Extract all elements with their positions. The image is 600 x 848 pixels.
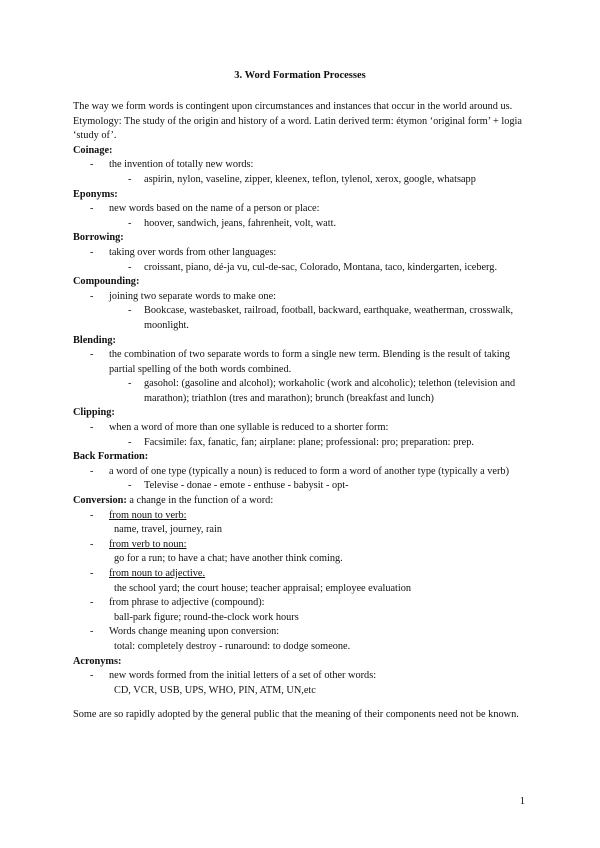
compounding-heading: Compounding:	[73, 276, 140, 288]
conversion-meaning-change-example: total: completely destroy - runaround: to dodge someone.	[114, 640, 351, 652]
acronyms-heading: Acronyms:	[73, 655, 122, 667]
etymology-paragraph: Etymology: The study of the origin and history of a word. Latin derived term: étymon ‘original form’ + logia ‘study of’.	[73, 115, 522, 142]
eponyms-definition: - new words based on the name of a person or place:	[73, 202, 529, 217]
acronyms-examples: CD, VCR, USB, UPS, WHO, PIN, ATM, UN,etc	[114, 684, 316, 696]
page-number: 1	[519, 796, 525, 807]
conversion-item-label	[73, 538, 529, 553]
conversion-meaning-change-label: - Words change meaning upon conversion:	[73, 625, 529, 640]
conversion-verb-to-noun-example: go for a run; to have a chat; have another think coming.	[114, 553, 343, 565]
conversion-heading-rest: a change in the function of a word:	[126, 495, 274, 507]
eponyms-heading: Eponyms:	[73, 188, 118, 200]
conversion-noun-to-adjective-example: the school yard; the court house; teacher appraisal; employee evaluation	[114, 582, 412, 594]
backformation-heading: Back Formation:	[73, 451, 149, 463]
borrowing-definition: - taking over words from other languages:	[73, 246, 529, 261]
conversion-phrase-to-adjective-example: ball-park figure; round-the-clock work hours	[114, 611, 299, 623]
blending-heading: Blending:	[73, 334, 116, 346]
conversion-noun-to-adjective-label: from noun to adjective.	[109, 568, 206, 579]
conversion-verb-to-noun-label: from verb to noun:	[109, 538, 187, 550]
backformation-examples: - Televise - donae - emote - enthuse - babysit - opt-	[73, 479, 529, 494]
borrowing-heading: Borrowing:	[73, 232, 124, 244]
conversion-heading-line	[73, 494, 529, 509]
borrowing-examples: - croissant, piano, dé-ja vu, cul-de-sac, Colorado, Montana, taco, kindergarten, iceberg.	[73, 261, 529, 276]
compounding-definition: - joining two separate words to make one:	[73, 290, 529, 305]
blending-examples: - gasohol: (gasoline and alcohol); workaholic (work and alcoholic); telethon (television and marathon); triathlon (tres and marathon); brunch (breakfast and lunch)	[73, 377, 529, 406]
eponyms-examples: - hoover, sandwich, jeans, fahrenheit, volt, watt.	[73, 217, 529, 232]
compounding-examples: - Bookcase, wastebasket, railroad, football, backward, earthquake, weatherman, crosswalk, moonlight.	[73, 304, 529, 333]
acronyms-definition: - new words formed from the initial letters of a set of other words:	[73, 669, 529, 684]
coinage-examples: - aspirin, nylon, vaseline, zipper, kleenex, teflon, tylenol, xerox, google, whatsapp	[73, 173, 529, 188]
clipping-heading: Clipping:	[73, 407, 115, 419]
document-body	[73, 100, 529, 723]
conversion-noun-to-verb-label: from noun to verb:	[109, 509, 187, 521]
backformation-definition: - a word of one type (typically a noun) is reduced to form a word of another type (typically a verb)	[73, 465, 529, 480]
clipping-definition: - when a word of more than one syllable is reduced to a shorter form:	[73, 421, 529, 436]
coinage-heading: Coinage:	[73, 144, 113, 156]
conversion-heading: Conversion:	[73, 495, 127, 507]
conversion-phrase-to-adjective-label: - from phrase to adjective (compound):	[73, 596, 529, 611]
document-title: 3. Word Formation Processes	[234, 70, 366, 81]
coinage-definition: - the invention of totally new words:	[73, 158, 529, 173]
blending-definition: - the combination of two separate words to form a single new term. Blending is the result of taking partial spelling of the both words combined.	[73, 348, 529, 377]
conversion-item-label	[73, 509, 529, 524]
clipping-examples: - Facsimile: fax, fanatic, fan; airplane: plane; professional: pro; preparation: prep.	[73, 436, 529, 451]
closing-paragraph: Some are so rapidly adopted by the general public that the meaning of their components need not be known.	[73, 709, 519, 721]
conversion-noun-to-verb-example: name, travel, journey, rain	[114, 524, 222, 536]
conversion-item-label	[73, 567, 529, 582]
intro-paragraph: The way we form words is contingent upon circumstances and instances that occur in the world around us.	[73, 101, 513, 112]
